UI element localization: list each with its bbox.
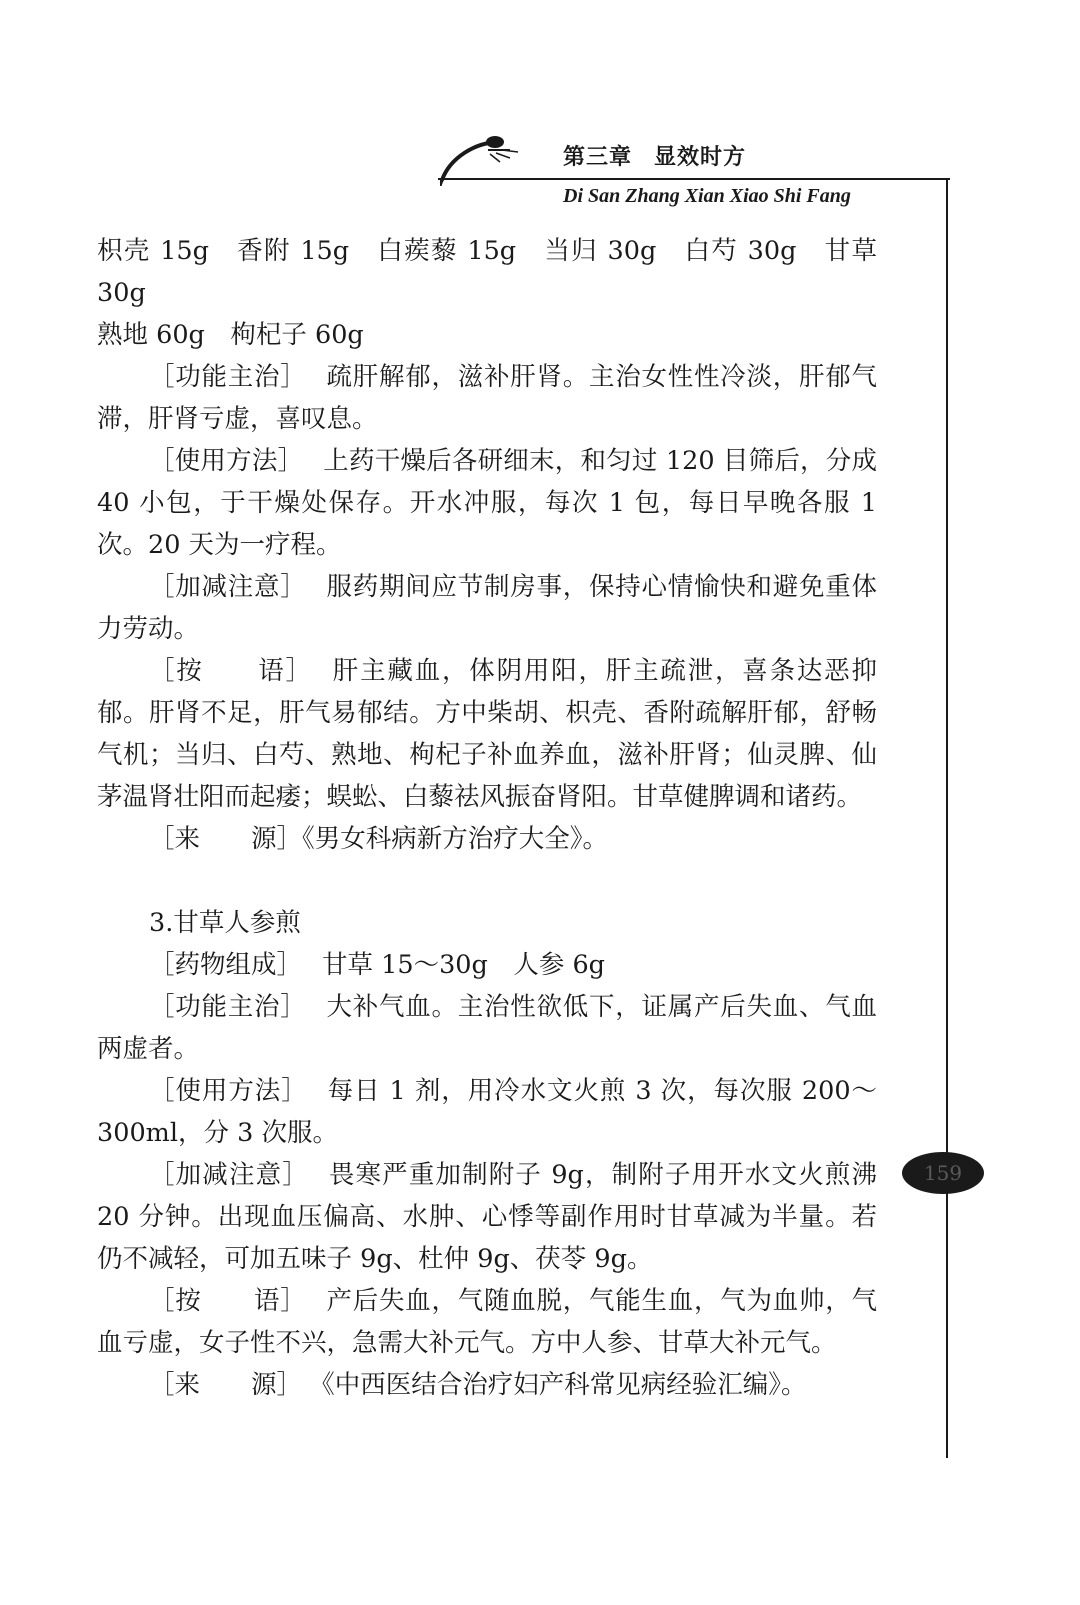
page-number: 159 [902, 1152, 984, 1194]
paragraph-text: 畏寒严重加制附子 9g，制附子用开水文火煎沸 20 分钟。出现血压偏高、水肿、心悸等副作用时甘草减为半量。若仍不减轻，可加五味子 9g、杜仲 9g、茯苓 9g。 [97, 1160, 877, 1274]
paragraph-indications [97, 356, 877, 440]
paragraph-text: 疏肝解郁，滋补肝肾。主治女性性冷淡，肝郁气滞，肝肾亏虚，喜叹息。 [97, 362, 877, 434]
paragraph-usage [97, 1070, 877, 1154]
paragraph-text: 《中西医结合治疗妇产科常见病经验汇编》。 [322, 1370, 807, 1400]
margin-rule [946, 178, 948, 1458]
chapter-name: 显效时方 [654, 145, 747, 170]
paragraph-notes [97, 566, 877, 650]
paragraph-commentary [97, 1280, 877, 1364]
ingredient-line-2: 熟地 60g 枸杞子 60g [97, 320, 364, 350]
section-label: ［来 源］ [149, 1370, 303, 1400]
paragraph-ingredients [97, 944, 877, 986]
paragraph-usage [97, 440, 877, 566]
section-label: ［使用方法］ [149, 446, 304, 476]
section-label: ［使用方法］ [149, 1076, 308, 1106]
paragraph-source [97, 1364, 877, 1406]
chapter-pinyin: Di San Zhang Xian Xiao Shi Fang [563, 185, 851, 207]
paragraph-text: 服药期间应节制房事，保持心情愉快和避免重体力劳动。 [97, 572, 877, 644]
paragraph-text: 肝主藏血，体阴用阳，肝主疏泄，喜条达恶抑郁。肝肾不足，肝气易郁结。方中柴胡、枳壳、香附疏解肝郁，舒畅气机；当归、白芍、熟地、枸杞子补血养血，滋补肝肾；仙灵脾、仙茅温肾壮阳而起痿；蜈蚣、白藜祛风振奋肾阳。甘草健脾调和诸药。 [97, 656, 877, 812]
section-label: ［来 源］ [149, 824, 303, 854]
page-body [97, 230, 877, 1406]
paragraph-indications [97, 986, 877, 1070]
section-heading: 3.甘草人参煎 [149, 908, 301, 938]
paragraph-text: 《男女科病新方治疗大全》。 [302, 824, 609, 854]
chapter-title [563, 140, 746, 171]
paragraph-text: 甘草 15～30g 人参 6g [322, 950, 605, 980]
paragraph-notes [97, 1154, 877, 1280]
paragraph-text: 大补气血。主治性欲低下，证属产后失血、气血两虚者。 [97, 992, 877, 1064]
header-rule [438, 178, 950, 180]
section-label: ［功能主治］ [149, 362, 307, 392]
section-label: ［加减注意］ [149, 1160, 309, 1190]
paragraph-text: 产后失血，气随血脱，气能生血，气为血帅，气血亏虚，女子性不兴，急需大补元气。方中人参、甘草大补元气。 [97, 1286, 877, 1358]
section-label: ［按 语］ [149, 1286, 307, 1316]
paragraph-commentary [97, 650, 877, 818]
section-label: ［按 语］ [149, 656, 313, 686]
section-label: ［药物组成］ [149, 950, 303, 980]
paragraph-source [97, 818, 877, 860]
section-label: ［功能主治］ [149, 992, 307, 1022]
ingredient-line-1: 枳壳 15g 香附 15g 白蒺藜 15g 当归 30g 白芍 30g 甘草 30g [97, 236, 877, 308]
paragraph-text: 每日 1 剂，用冷水文火煎 3 次，每次服 200～300ml，分 3 次服。 [97, 1076, 877, 1148]
chapter-number: 第三章 [563, 145, 633, 170]
paragraph-text: 上药干燥后各研细末，和匀过 120 目筛后，分成 40 小包，于干燥处保存。开水冲服，每次 1 包，每日早晚各服 1 次。20 天为一疗程。 [97, 446, 877, 560]
section-label: ［加减注意］ [149, 572, 307, 602]
